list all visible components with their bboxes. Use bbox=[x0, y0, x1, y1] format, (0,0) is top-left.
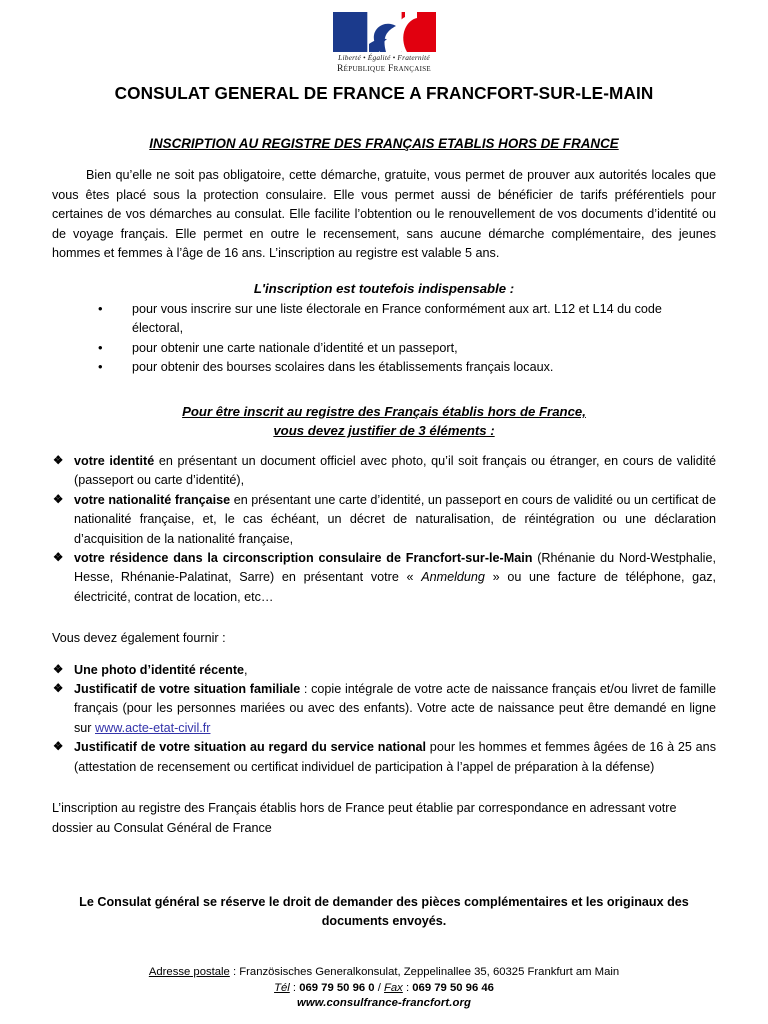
list-item: • pour obtenir une carte nationale d’identité et un passeport, bbox=[52, 339, 716, 359]
list-item: • pour obtenir des bourses scolaires dans les établissements français locaux. bbox=[52, 358, 716, 378]
footer-fax-label: Fax bbox=[384, 981, 403, 994]
republic-logo bbox=[52, 0, 716, 74]
list-item: • pour vous inscrire sur une liste électorale en France conformément aux art. L12 et L14 du code électoral, bbox=[52, 300, 716, 339]
intro-paragraph: Bien qu’elle ne soit pas obligatoire, cette démarche, gratuite, vous permet de prouver aux autorités locales que vous êtes placé sous la protection consulaire. Elle vous permet aussi de bénéficier de tarifs préférentiels pour certaines de vos démarches au consulat. Elle facilite l’obtention ou le renouvellement de vos documents d’identité ou de voyage français. Elle permet en outre le recensement, sans aucune démarche complémentaire, des jeunes hommes et femmes à l’âge de 16 ans. L’inscription au registre est valable 5 ans. bbox=[52, 168, 716, 260]
item-label: Justificatif de votre situation au regard du service national bbox=[74, 740, 427, 755]
elements-heading-line2: vous devez justifier de 3 éléments : bbox=[273, 422, 495, 438]
item-text-a: (Rhénanie du Nord-Westphalie, Hesse, Rhénanie-Palatinat, Sarre) en présentant votre « bbox=[74, 550, 716, 585]
republic-name: République Française bbox=[336, 63, 432, 74]
item-label: votre résidence dans la circonscription consulaire de Francfort-sur-le-Main bbox=[74, 550, 533, 565]
item-text: pour les hommes et femmes âgées de 16 à 25 ans (attestation de recensement ou certificat individuel de participation à l’appel de préparation à la défense) bbox=[74, 740, 716, 774]
list-item bbox=[52, 738, 716, 777]
footer-address-line bbox=[0, 965, 768, 981]
list-item bbox=[52, 549, 716, 607]
page-footer bbox=[0, 965, 768, 1012]
footer-contact-line bbox=[0, 981, 768, 997]
item-text: en présentant une carte d’identité, un passeport en cours de validité ou un certificat de nationalité française, et, le cas échéant, un décret de naturalisation, de réintégration ou une déclaration d’acquisition de la nationalité française, bbox=[74, 492, 717, 546]
footer-tel-value: 069 79 50 96 0 bbox=[299, 981, 375, 994]
item-text-b: » ou une facture de téléphone, gaz, électricité, contrat de location, etc… bbox=[74, 570, 716, 604]
footer-separator: / bbox=[374, 981, 384, 994]
item-label: Une photo d’identité récente bbox=[74, 662, 245, 677]
elements-heading-line1: Pour être inscrit au registre des Français établis hors de France, bbox=[182, 403, 586, 419]
page-title: CONSULAT GENERAL DE FRANCE A FRANCFORT-SUR-LE-MAIN bbox=[114, 83, 654, 103]
indispensable-heading: L'inscription est toutefois indispensable : bbox=[253, 280, 515, 296]
reservation-notice: Le Consulat général se réserve le droit de demander des pièces complémentaires et les originaux des documents envoyés. bbox=[79, 895, 689, 929]
indispensable-list bbox=[52, 300, 716, 378]
also-provide-lead: Vous devez également fournir : bbox=[52, 631, 226, 646]
footer-tel-sep: : bbox=[289, 981, 300, 994]
french-flag-marianne-icon bbox=[333, 12, 436, 52]
footer-fax-value: 069 79 50 96 46 bbox=[412, 981, 494, 994]
list-item bbox=[52, 661, 716, 680]
item-label: votre nationalité française bbox=[74, 492, 231, 507]
also-provide-list bbox=[52, 661, 716, 777]
item-label: votre identité bbox=[74, 453, 155, 468]
elements-list bbox=[52, 452, 716, 607]
footer-address-label: Adresse postale bbox=[148, 966, 230, 979]
item-label: Justificatif de votre situation familiale bbox=[74, 682, 301, 697]
document-subtitle: INSCRIPTION AU REGISTRE DES FRANÇAIS ETABLIS HORS DE FRANCE bbox=[149, 136, 619, 151]
footer-website: www.consulfrance-francfort.org bbox=[297, 997, 471, 1010]
item-text: en présentant un document officiel avec photo, qu’il soit français ou étranger, en cours de validité (passeport ou carte d’identité), bbox=[74, 453, 716, 488]
item-text-foreign: Anmeldung bbox=[421, 570, 485, 585]
footer-tel-label: Tél bbox=[274, 981, 290, 994]
list-item bbox=[52, 491, 716, 549]
closing-paragraph: L’inscription au registre des Français établis hors de France peut établie par correspondance en adressant votre dossier au Consulat Général de France bbox=[52, 801, 677, 835]
footer-fax-sep: : bbox=[402, 981, 413, 994]
elements-heading bbox=[52, 402, 716, 440]
republic-motto: Liberté • Égalité • Fraternité bbox=[338, 53, 430, 62]
item-text: , bbox=[244, 662, 248, 677]
list-item bbox=[52, 452, 716, 491]
item-text: : copie intégrale de votre acte de naissance français et/ou livret de famille français (pour les personnes mariées ou avec des enfants). Votre acte de naissance peut être demandé en ligne sur bbox=[74, 682, 716, 735]
list-item bbox=[52, 680, 716, 738]
footer-address-value: : Französisches Generalkonsulat, Zeppelinallee 35, 60325 Frankfurt am Main bbox=[229, 966, 620, 979]
acte-etat-civil-link[interactable]: www.acte-etat-civil.fr bbox=[95, 720, 211, 735]
